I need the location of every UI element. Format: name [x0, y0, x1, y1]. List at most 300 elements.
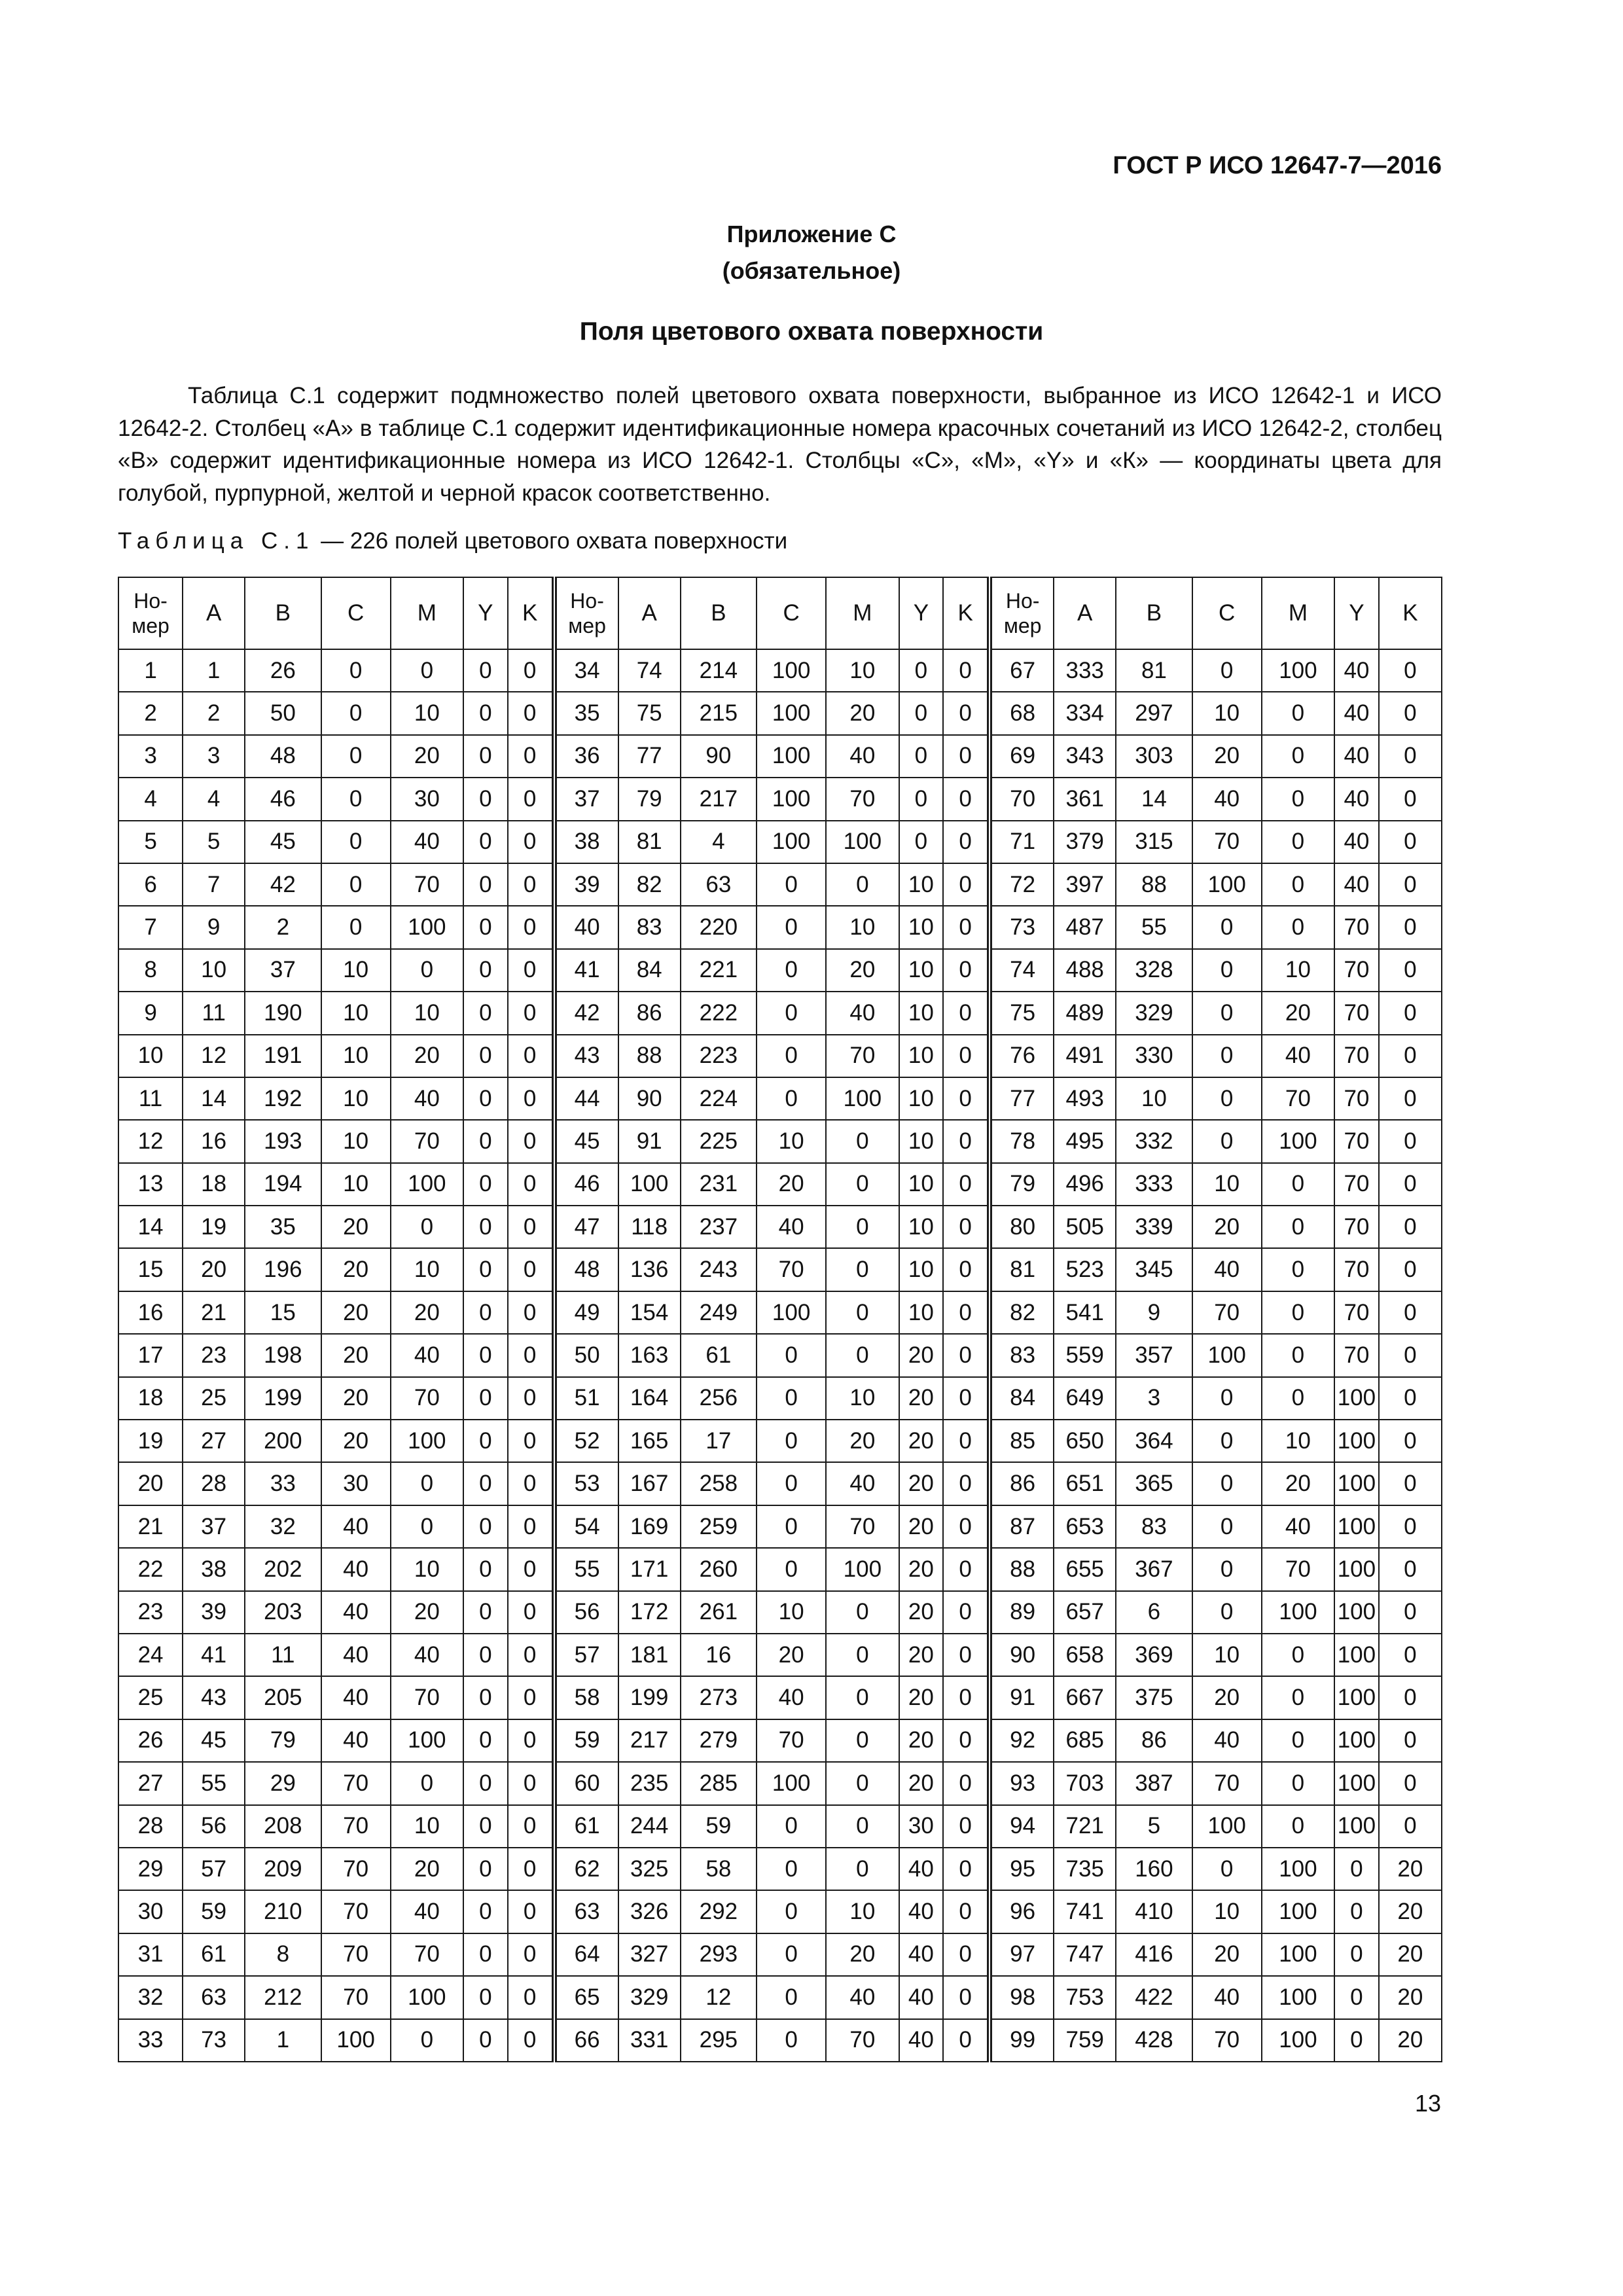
table-cell: 10: [321, 1120, 391, 1162]
table-cell: 0: [1192, 1505, 1262, 1548]
table-cell: 100: [391, 906, 463, 948]
table-row: [118, 649, 1442, 692]
table-cell: 0: [757, 992, 826, 1034]
table-cell: 40: [1334, 778, 1379, 820]
annex-title: Приложение С: [726, 221, 897, 247]
section-title: Поля цветового охвата поверхности: [579, 317, 1044, 346]
table-cell: 40: [757, 1676, 826, 1719]
table-row: [118, 2019, 1442, 2062]
table-cell: 205: [245, 1676, 321, 1719]
table-cell: 357: [1116, 1334, 1192, 1376]
table-cell: 653: [1054, 1505, 1116, 1548]
table-cell: 10: [321, 992, 391, 1034]
table-cell: 0: [943, 1634, 990, 1676]
table-cell: 225: [681, 1120, 757, 1162]
table-cell: 20: [1192, 735, 1262, 778]
table-cell: 41: [183, 1634, 245, 1676]
table-cell: 0: [943, 1291, 990, 1334]
table-cell: 0: [757, 863, 826, 906]
table-cell: 40: [826, 1462, 899, 1505]
table-cell: 70: [1334, 1120, 1379, 1162]
table-cell: 20: [391, 1291, 463, 1334]
table-cell: 81: [1116, 649, 1192, 692]
table-cell: 759: [1054, 2019, 1116, 2062]
table-cell: 0: [508, 1120, 554, 1162]
table-cell: 0: [943, 1848, 990, 1890]
table-cell: 0: [943, 1377, 990, 1420]
table-cell: 20: [391, 1848, 463, 1890]
table-cell: 169: [618, 1505, 681, 1548]
table-cell: 0: [1379, 1548, 1442, 1590]
table-cell: 27: [118, 1762, 183, 1804]
table-cell: 4: [183, 778, 245, 820]
table-cell: 58: [554, 1676, 618, 1719]
table-cell: 44: [554, 1077, 618, 1120]
table-cell: 0: [757, 1505, 826, 1548]
table-cell: 0: [1379, 949, 1442, 992]
table-cell: 40: [321, 1634, 391, 1676]
table-cell: 0: [321, 735, 391, 778]
table-cell: 51: [554, 1377, 618, 1420]
table-cell: 100: [1262, 1120, 1334, 1162]
table-cell: 0: [508, 949, 554, 992]
table-cell: 18: [183, 1163, 245, 1206]
table-cell: 0: [943, 1462, 990, 1505]
table-cell: 203: [245, 1591, 321, 1634]
table-cell: 20: [899, 1676, 944, 1719]
table-cell: 0: [1379, 735, 1442, 778]
table-cell: 295: [681, 2019, 757, 2062]
table-cell: 0: [463, 1163, 508, 1206]
table-cell: 487: [1054, 906, 1116, 948]
table-cell: 61: [183, 1933, 245, 1976]
table-cell: 11: [245, 1634, 321, 1676]
table-cell: 58: [681, 1848, 757, 1890]
table-cell: 28: [118, 1805, 183, 1848]
table-cell: 20: [826, 692, 899, 734]
table-cell: 85: [990, 1420, 1054, 1462]
table-cell: 0: [463, 1420, 508, 1462]
table-cell: 397: [1054, 863, 1116, 906]
table-cell: 20: [391, 735, 463, 778]
table-cell: 220: [681, 906, 757, 948]
table-cell: 0: [899, 692, 944, 734]
table-cell: 70: [1334, 949, 1379, 992]
table-cell: 20: [391, 1035, 463, 1077]
table-cell: 0: [899, 778, 944, 820]
table-row: [118, 1206, 1442, 1248]
table-row: [118, 1035, 1442, 1077]
table-cell: 10: [899, 1206, 944, 1248]
table-cell: 100: [1334, 1462, 1379, 1505]
table-cell: 0: [826, 1248, 899, 1291]
table-cell: 210: [245, 1890, 321, 1933]
table-cell: 428: [1116, 2019, 1192, 2062]
table-cell: 19: [118, 1420, 183, 1462]
table-cell: 237: [681, 1206, 757, 1248]
table-cell: 100: [1192, 863, 1262, 906]
table-cell: 100: [1262, 1591, 1334, 1634]
table-cell: 256: [681, 1377, 757, 1420]
table-cell: 25: [118, 1676, 183, 1719]
table-cell: 10: [826, 649, 899, 692]
table-cell: 651: [1054, 1462, 1116, 1505]
table-cell: 10: [757, 1120, 826, 1162]
table-cell: 221: [681, 949, 757, 992]
table-cell: 209: [245, 1848, 321, 1890]
table-cell: 0: [899, 735, 944, 778]
table-cell: 20: [826, 1420, 899, 1462]
table-cell: 0: [463, 906, 508, 948]
table-cell: 27: [183, 1420, 245, 1462]
table-cell: 0: [1262, 1291, 1334, 1334]
table-cell: 8: [118, 949, 183, 992]
table-cell: 741: [1054, 1890, 1116, 1933]
table-cell: 100: [826, 1077, 899, 1120]
table-cell: 167: [618, 1462, 681, 1505]
table-cell: 200: [245, 1420, 321, 1462]
table-cell: 721: [1054, 1805, 1116, 1848]
table-cell: 0: [463, 1676, 508, 1719]
table-cell: 10: [899, 1077, 944, 1120]
table-cell: 70: [757, 1248, 826, 1291]
table-cell: 0: [463, 1719, 508, 1762]
table-cell: 8: [245, 1933, 321, 1976]
table-cell: 60: [554, 1762, 618, 1804]
table-cell: 650: [1054, 1420, 1116, 1462]
table-cell: 0: [826, 1291, 899, 1334]
table-cell: 10: [391, 692, 463, 734]
table-row: [118, 692, 1442, 734]
table-cell: 0: [943, 906, 990, 948]
table-cell: 100: [1334, 1762, 1379, 1804]
table-cell: 10: [1192, 1890, 1262, 1933]
table-cell: 0: [508, 1163, 554, 1206]
table-cell: 0: [943, 1548, 990, 1590]
table-header-cell: Y: [463, 577, 508, 649]
table-cell: 13: [118, 1163, 183, 1206]
table-cell: 0: [943, 1077, 990, 1120]
table-cell: 1: [183, 649, 245, 692]
table-cell: 35: [554, 692, 618, 734]
table-cell: 91: [618, 1120, 681, 1162]
table-cell: 339: [1116, 1206, 1192, 1248]
table-cell: 100: [1262, 1976, 1334, 2018]
table-cell: 172: [618, 1591, 681, 1634]
table-cell: 0: [757, 906, 826, 948]
table-cell: 0: [1192, 906, 1262, 948]
table-cell: 0: [1379, 1206, 1442, 1248]
table-cell: 40: [1334, 863, 1379, 906]
table-cell: 10: [899, 906, 944, 948]
table-cell: 493: [1054, 1077, 1116, 1120]
table-cell: 0: [508, 906, 554, 948]
table-cell: 279: [681, 1719, 757, 1762]
table-cell: 0: [508, 1334, 554, 1376]
table-cell: 333: [1116, 1163, 1192, 1206]
table-cell: 0: [1262, 1634, 1334, 1676]
table-cell: 0: [826, 1206, 899, 1248]
table-cell: 59: [554, 1719, 618, 1762]
table-cell: 70: [391, 1377, 463, 1420]
table-cell: 0: [1379, 1291, 1442, 1334]
table-cell: 40: [899, 1890, 944, 1933]
table-cell: 703: [1054, 1762, 1116, 1804]
table-cell: 20: [391, 1591, 463, 1634]
table-cell: 48: [554, 1248, 618, 1291]
table-header-cell: K: [508, 577, 554, 649]
table-cell: 23: [118, 1591, 183, 1634]
table-cell: 1: [245, 2019, 321, 2062]
table-cell: 0: [1379, 1420, 1442, 1462]
table-cell: 100: [1334, 1719, 1379, 1762]
table-cell: 496: [1054, 1163, 1116, 1206]
table-cell: 194: [245, 1163, 321, 1206]
table-cell: 53: [554, 1462, 618, 1505]
table-cell: 88: [990, 1548, 1054, 1590]
table-cell: 77: [618, 735, 681, 778]
table-header-cell: A: [183, 577, 245, 649]
table-cell: 32: [118, 1976, 183, 2018]
table-cell: 20: [899, 1762, 944, 1804]
table-cell: 0: [463, 992, 508, 1034]
table-row: [118, 1591, 1442, 1634]
table-cell: 0: [463, 735, 508, 778]
table-cell: 231: [681, 1163, 757, 1206]
table-cell: 0: [943, 1163, 990, 1206]
table-cell: 375: [1116, 1676, 1192, 1719]
table-row: [118, 1077, 1442, 1120]
table-cell: 171: [618, 1548, 681, 1590]
table-cell: 0: [508, 1890, 554, 1933]
table-cell: 83: [618, 906, 681, 948]
table-cell: 0: [391, 1462, 463, 1505]
table-cell: 56: [183, 1805, 245, 1848]
table-cell: 0: [508, 1548, 554, 1590]
table-row: [118, 1976, 1442, 2018]
table-cell: 73: [990, 906, 1054, 948]
table-cell: 79: [245, 1719, 321, 1762]
table-cell: 12: [681, 1976, 757, 2018]
table-header-cell: Y: [1334, 577, 1379, 649]
table-cell: 61: [554, 1805, 618, 1848]
table-cell: 48: [245, 735, 321, 778]
table-cell: 0: [1379, 1591, 1442, 1634]
table-cell: 57: [183, 1848, 245, 1890]
table-cell: 0: [508, 1591, 554, 1634]
table-cell: 416: [1116, 1933, 1192, 1976]
table-cell: 215: [681, 692, 757, 734]
table-cell: 70: [321, 1933, 391, 1976]
table-cell: 20: [321, 1420, 391, 1462]
table-cell: 0: [757, 1377, 826, 1420]
table-cell: 0: [1192, 1848, 1262, 1890]
table-cell: 20: [899, 1591, 944, 1634]
table-cell: 0: [757, 1805, 826, 1848]
table-cell: 20: [899, 1462, 944, 1505]
table-header-cell: Y: [899, 577, 944, 649]
table-cell: 0: [943, 1334, 990, 1376]
table-row: [118, 1848, 1442, 1890]
table-cell: 0: [943, 1719, 990, 1762]
table-cell: 0: [508, 1291, 554, 1334]
table-cell: 40: [1334, 735, 1379, 778]
table-cell: 0: [757, 1077, 826, 1120]
table-cell: 1: [118, 649, 183, 692]
table-cell: 0: [508, 1848, 554, 1890]
table-cell: 303: [1116, 735, 1192, 778]
table-cell: 0: [391, 1206, 463, 1248]
table-cell: 39: [183, 1591, 245, 1634]
table-cell: 100: [1334, 1548, 1379, 1590]
table-cell: 0: [757, 2019, 826, 2062]
table-cell: 0: [508, 1035, 554, 1077]
table-cell: 70: [321, 1805, 391, 1848]
table-cell: 69: [990, 735, 1054, 778]
table-cell: 0: [1379, 1377, 1442, 1420]
table-cell: 52: [554, 1420, 618, 1462]
table-cell: 20: [321, 1248, 391, 1291]
table-cell: 0: [463, 949, 508, 992]
table-cell: 10: [321, 949, 391, 992]
intro-paragraph: Таблица С.1 содержит подмножество полей цветового охвата поверхности, выбранное из ИСО 12642-1 и ИСО 12642-2. Столбец «А» в таблице С.1 содержит идентификационные номера красочных сочетаний из ИСО 12642-2, столбец «В» содержит идентификационные номера из ИСО 12642-1. Столбцы «С», «М», «Y» и «К» — координаты цвета для голубой, пурпурной, желтой и черной красок соответственно.: [118, 383, 1442, 506]
table-cell: 72: [990, 863, 1054, 906]
table-cell: 80: [990, 1206, 1054, 1248]
table-cell: 0: [1379, 1634, 1442, 1676]
table-cell: 0: [463, 1848, 508, 1890]
table-header-cell: Но- мер: [118, 577, 183, 649]
table-cell: 0: [508, 1248, 554, 1291]
color-gamut-table: [118, 577, 1442, 2062]
table-cell: 30: [118, 1890, 183, 1933]
table-cell: 193: [245, 1120, 321, 1162]
table-cell: 20: [118, 1462, 183, 1505]
table-header-cell: A: [618, 577, 681, 649]
table-cell: 0: [1262, 1805, 1334, 1848]
table-cell: 99: [990, 2019, 1054, 2062]
table-cell: 70: [391, 1120, 463, 1162]
table-header-row: [118, 577, 1442, 649]
table-cell: 70: [826, 1035, 899, 1077]
table-header-cell: B: [245, 577, 321, 649]
table-cell: 0: [1379, 692, 1442, 734]
table-cell: 100: [391, 1719, 463, 1762]
table-cell: 0: [1379, 1120, 1442, 1162]
table-cell: 0: [943, 1505, 990, 1548]
table-cell: 70: [1262, 1077, 1334, 1120]
table-cell: 14: [1116, 778, 1192, 820]
table-cell: 217: [681, 778, 757, 820]
table-cell: 0: [463, 1548, 508, 1590]
table-cell: 259: [681, 1505, 757, 1548]
table-cell: 273: [681, 1676, 757, 1719]
table-cell: 100: [1334, 1377, 1379, 1420]
table-cell: 10: [391, 1805, 463, 1848]
table-cell: 11: [118, 1077, 183, 1120]
table-row: [118, 863, 1442, 906]
table-cell: 345: [1116, 1248, 1192, 1291]
table-cell: 55: [1116, 906, 1192, 948]
table-cell: 0: [508, 1206, 554, 1248]
table-cell: 70: [826, 1505, 899, 1548]
table-cell: 0: [1192, 1035, 1262, 1077]
table-row: [118, 1377, 1442, 1420]
table-cell: 64: [554, 1933, 618, 1976]
table-cell: 100: [1334, 1505, 1379, 1548]
table-cell: 181: [618, 1634, 681, 1676]
table-cell: 70: [1192, 2019, 1262, 2062]
table-cell: 0: [826, 1591, 899, 1634]
table-cell: 76: [990, 1035, 1054, 1077]
table-cell: 192: [245, 1077, 321, 1120]
table-cell: 0: [1379, 1035, 1442, 1077]
table-cell: 0: [943, 1805, 990, 1848]
table-cell: 0: [1192, 1077, 1262, 1120]
table-cell: 0: [757, 1462, 826, 1505]
table-cell: 154: [618, 1291, 681, 1334]
table-cell: 0: [1262, 1206, 1334, 1248]
table-cell: 10: [899, 1248, 944, 1291]
table-cell: 9: [118, 992, 183, 1034]
table-cell: 0: [321, 863, 391, 906]
table-cell: 0: [1379, 992, 1442, 1034]
table-cell: 0: [1379, 1334, 1442, 1376]
table-cell: 325: [618, 1848, 681, 1890]
table-cell: 333: [1054, 649, 1116, 692]
table-cell: 19: [183, 1206, 245, 1248]
table-cell: 0: [463, 1206, 508, 1248]
table-cell: 0: [508, 1462, 554, 1505]
table-cell: 0: [1379, 1077, 1442, 1120]
table-cell: 0: [826, 863, 899, 906]
table-cell: 0: [1379, 1505, 1442, 1548]
table-cell: 74: [990, 949, 1054, 992]
table-cell: 505: [1054, 1206, 1116, 1248]
table-cell: 40: [391, 1634, 463, 1676]
table-cell: 488: [1054, 949, 1116, 992]
table-cell: 0: [508, 1505, 554, 1548]
table-cell: 0: [508, 692, 554, 734]
table-cell: 40: [899, 1976, 944, 2018]
table-cell: 0: [1192, 1591, 1262, 1634]
table-cell: 0: [391, 2019, 463, 2062]
table-cell: 37: [245, 949, 321, 992]
table-cell: 86: [1116, 1719, 1192, 1762]
table-cell: 10: [1192, 1163, 1262, 1206]
table-cell: 0: [943, 649, 990, 692]
table-cell: 70: [391, 1933, 463, 1976]
table-cell: 90: [990, 1634, 1054, 1676]
table-cell: 0: [943, 1035, 990, 1077]
table-cell: 20: [321, 1206, 391, 1248]
table-cell: 0: [826, 1762, 899, 1804]
table-cell: 0: [1262, 735, 1334, 778]
table-cell: 327: [618, 1933, 681, 1976]
table-caption-text: — 226 полей цветового охвата поверхности: [314, 528, 788, 554]
table-cell: 0: [321, 778, 391, 820]
table-cell: 70: [1334, 1334, 1379, 1376]
table-cell: 70: [826, 778, 899, 820]
table-cell: 45: [554, 1120, 618, 1162]
table-header-cell: C: [757, 577, 826, 649]
table-cell: 82: [990, 1291, 1054, 1334]
table-cell: 0: [826, 1719, 899, 1762]
table-cell: 30: [321, 1462, 391, 1505]
table-cell: 0: [1192, 1377, 1262, 1420]
table-cell: 70: [1334, 1206, 1379, 1248]
table-header-cell: M: [826, 577, 899, 649]
table-cell: 100: [1262, 1848, 1334, 1890]
